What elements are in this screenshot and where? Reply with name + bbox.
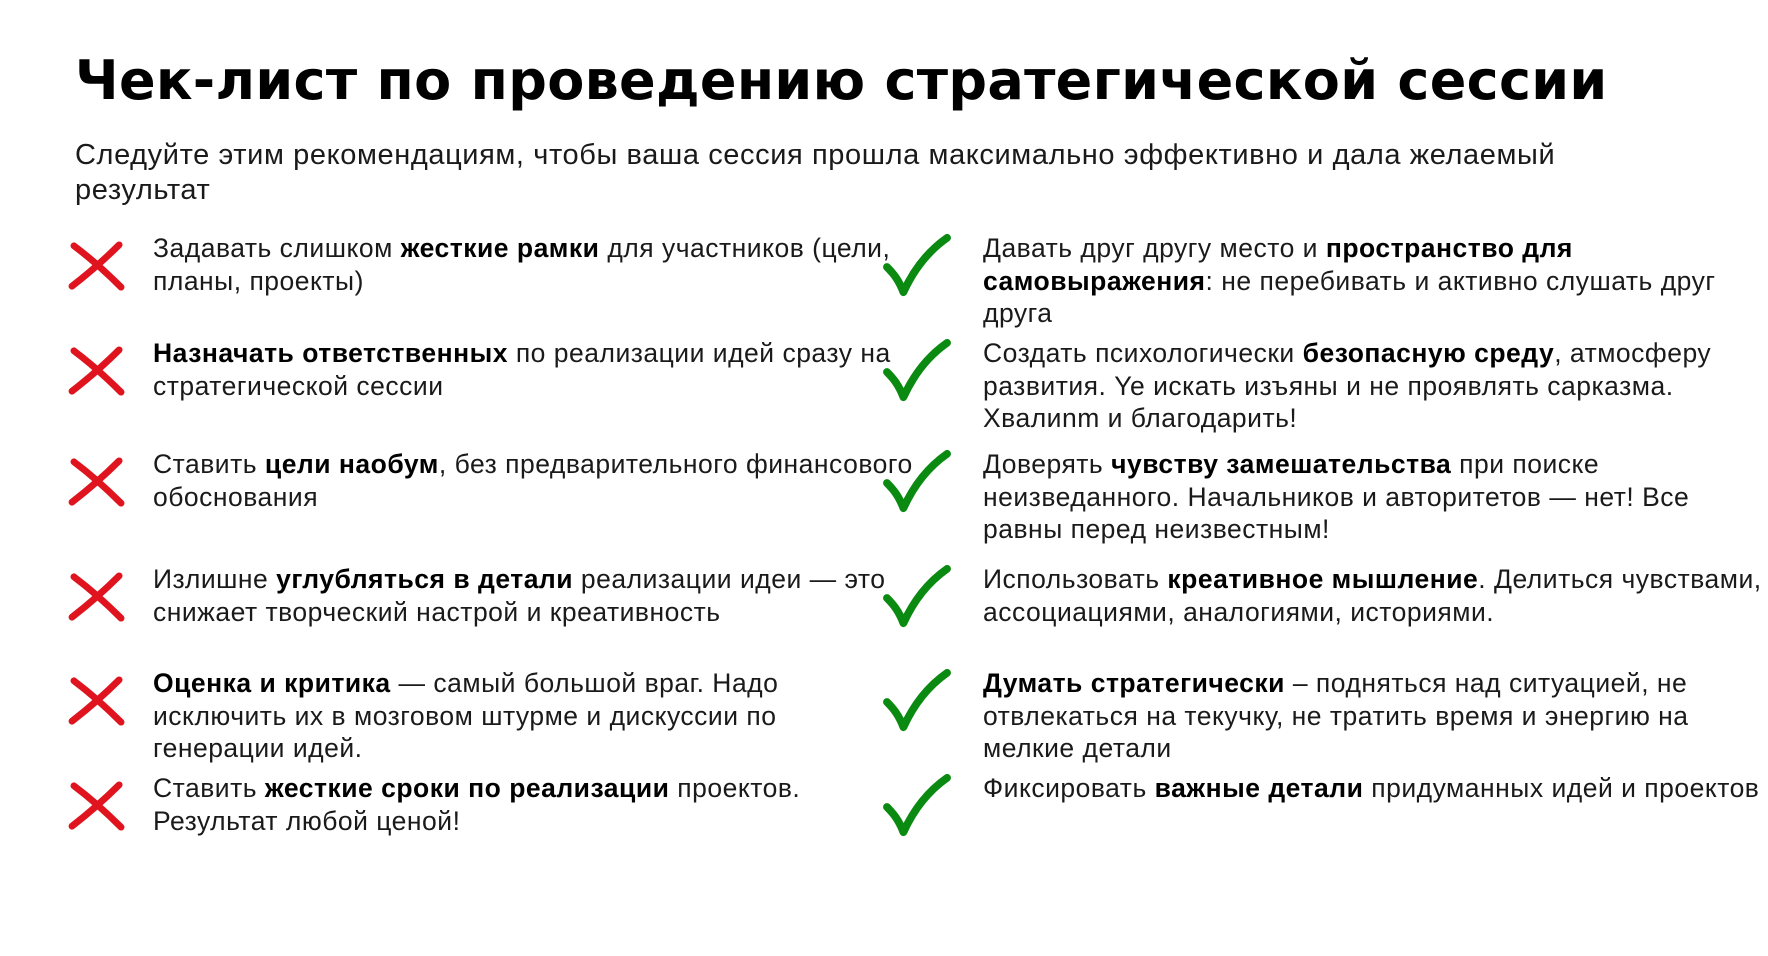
cross-icon	[68, 456, 126, 508]
checkmark-icon	[883, 669, 951, 733]
checkmark-icon	[883, 450, 951, 514]
page-subtitle: Следуйте этим рекомендациям, чтобы ваша сессия прошла максимально эффективно и дала желаемый результат	[75, 139, 1556, 206]
checkmark-icon	[883, 565, 951, 629]
checkmark-icon	[883, 339, 951, 403]
dont-text: Задавать слишком жесткие рамки для участников (цели, планы, проекты)	[153, 233, 891, 296]
dont-text: Ставить жесткие сроки по реализации проектов. Результат любой ценой!	[153, 773, 801, 836]
do-text: Давать друг другу место и пространство для самовыражения: не перебивать и активно слушать друг друга	[983, 233, 1716, 328]
do-text: Создать психологически безопасную среду, атмосферу развития. Ye искать изъяны и не проявлять сарказма. Хвалиnm и благодарить!	[983, 338, 1712, 433]
dont-text: Оценка и критика — самый большой враг. Надо исключить их в мозговом штурме и дискуссии по генерации идей.	[153, 668, 779, 763]
cross-icon	[68, 780, 126, 832]
cross-icon	[68, 675, 126, 727]
do-text: Фиксировать важные детали придуманных идей и проектов	[983, 773, 1760, 803]
cross-icon	[68, 571, 126, 623]
checkmark-icon	[883, 774, 951, 838]
do-text: Использовать креативное мышление. Делиться чувствами, ассоциациями, аналогиями, историями.	[983, 564, 1762, 627]
do-text: Доверять чувству замешательства при поиске неизведанного. Начальников и авторитетов — нет! Все равны перед неизвестным!	[983, 449, 1690, 544]
page-title: Чек-лист по проведению стратегической сессии	[75, 49, 1608, 112]
dont-text: Назначать ответственных по реализации идей сразу на стратегической сессии	[153, 338, 891, 401]
checkmark-icon	[883, 234, 951, 298]
dont-text: Ставить цели наобум, без предварительного финансового обоснования	[153, 449, 913, 512]
dont-text: Излишне углубляться в детали реализации идеи — это снижает творческий настрой и креативность	[153, 564, 886, 627]
do-text: Думать стратегически – подняться над ситуацией, не отвлекаться на текучку, не тратить время и энергию на мелкие детали	[983, 668, 1689, 763]
cross-icon	[68, 345, 126, 397]
cross-icon	[68, 240, 126, 292]
